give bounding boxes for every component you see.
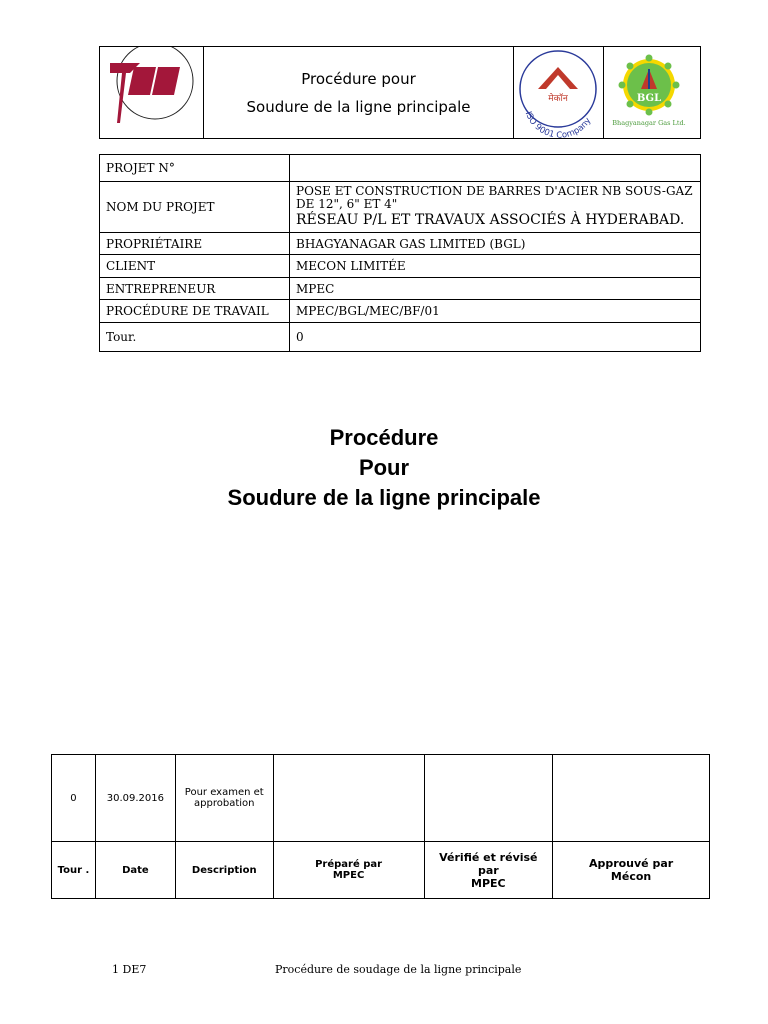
header-title xyxy=(204,47,514,138)
mecon-iso-icon xyxy=(514,47,604,138)
header-verified-line1: Vérifié et révisé par xyxy=(439,850,538,877)
header-description: Description xyxy=(175,842,273,899)
info-key: CLIENT xyxy=(100,255,290,278)
info-value: MPEC/BGL/MEC/BF/01 xyxy=(290,300,701,323)
header-title-line1: Procédure pour xyxy=(301,69,416,88)
revision-prepared xyxy=(273,755,424,842)
header-approved: Approuvé par Mécon xyxy=(553,842,710,899)
header-prepared: Préparé par MPEC xyxy=(273,842,424,899)
revision-verified xyxy=(424,755,553,842)
document-header xyxy=(99,46,701,139)
table-row xyxy=(100,182,701,233)
revision-table xyxy=(51,754,710,899)
footer-text: Procédure de soudage de la ligne principale xyxy=(275,963,522,976)
table-row xyxy=(100,300,701,323)
info-value: MPEC xyxy=(290,278,701,300)
mecon-logo-text: मेकॉन xyxy=(548,94,568,104)
revision-date: 30.09.2016 xyxy=(95,755,175,842)
mecon-logo xyxy=(514,47,604,138)
project-name-line1: POSE ET CONSTRUCTION DE BARRES D'ACIER NB SOUS-GAZ DE 12", 6" ET 4" xyxy=(296,184,693,211)
bgl-logo-icon xyxy=(604,47,700,138)
header-verified-line2: MPEC xyxy=(471,876,506,890)
header-rev: Tour . xyxy=(52,842,96,899)
main-title xyxy=(0,423,768,513)
bgl-logo xyxy=(604,47,700,138)
info-value xyxy=(290,155,701,182)
table-row xyxy=(52,755,710,842)
main-title-line3: Soudure de la ligne principale xyxy=(227,485,541,510)
header-date: Date xyxy=(95,842,175,899)
info-key: PROCÉDURE DE TRAVAIL xyxy=(100,300,290,323)
table-row xyxy=(52,842,710,899)
table-row xyxy=(100,278,701,300)
svg-text:ISO 9001 Company xyxy=(523,110,594,138)
table-row xyxy=(100,155,701,182)
project-name-line2: RÉSEAU P/L ET TRAVAUX ASSOCIÉS À HYDERABAD. xyxy=(296,212,685,228)
info-key: NOM DU PROJET xyxy=(100,182,290,233)
info-key: PROPRIÉTAIRE xyxy=(100,233,290,255)
info-value: BHAGYANAGAR GAS LIMITED (BGL) xyxy=(290,233,701,255)
table-row xyxy=(100,323,701,352)
footer-page-number: 1 DE7 xyxy=(112,963,147,976)
info-key: Tour. xyxy=(100,323,290,352)
info-value: 0 xyxy=(290,323,701,352)
table-row xyxy=(100,233,701,255)
project-info-table xyxy=(99,154,701,352)
info-key: ENTREPRENEUR xyxy=(100,278,290,300)
revision-number: 0 xyxy=(52,755,96,842)
header-verified xyxy=(424,842,553,899)
bgl-logo-text: BGL xyxy=(636,93,662,104)
iso-text: ISO 9001 Company xyxy=(522,110,594,138)
info-value: MECON LIMITÉE xyxy=(290,255,701,278)
revision-approved xyxy=(553,755,710,842)
revision-description: Pour examen et approbation xyxy=(175,755,273,842)
table-row xyxy=(100,255,701,278)
bgl-company-name: Bhagyanagar Gas Ltd. xyxy=(612,119,686,127)
mpec-logo xyxy=(100,47,204,138)
info-key: PROJET N° xyxy=(100,155,290,182)
mpec-logo-icon xyxy=(100,47,204,138)
main-title-line1: Procédure xyxy=(329,425,439,450)
main-title-line2: Pour xyxy=(358,455,410,480)
header-title-line2: Soudure de la ligne principale xyxy=(246,97,471,116)
info-value-project-name xyxy=(290,182,701,233)
